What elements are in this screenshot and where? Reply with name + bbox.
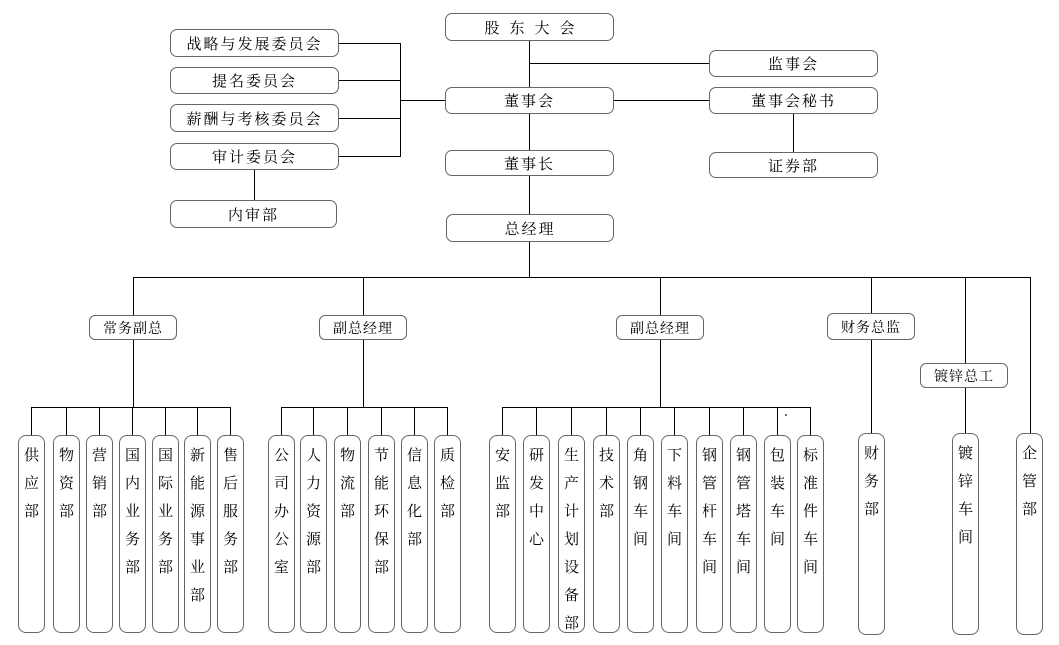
dept-human-resources: 人力资源部 bbox=[300, 435, 327, 633]
dept-finance: 财务部 bbox=[858, 433, 885, 635]
dept-international-business: 国际业务部 bbox=[152, 435, 179, 633]
node-strategy-development-committee: 战略与发展委员会 bbox=[170, 29, 339, 57]
connector bbox=[502, 407, 811, 408]
node-shareholders-meeting: 股东大会 bbox=[445, 13, 614, 41]
connector bbox=[197, 407, 198, 435]
node-finance-director: 财务总监 bbox=[827, 313, 915, 340]
connector bbox=[313, 407, 314, 435]
connector bbox=[536, 407, 537, 435]
dept-rd-center: 研发中心 bbox=[523, 435, 550, 633]
node-board-of-directors: 董事会 bbox=[445, 87, 614, 114]
node-internal-audit-dept: 内审部 bbox=[170, 200, 337, 228]
connector bbox=[339, 43, 400, 44]
node-remuneration-assessment-committee: 薪酬与考核委员会 bbox=[170, 104, 339, 132]
workshop-steel-pipe-pole: 钢管杆车间 bbox=[696, 435, 723, 633]
stray-dot bbox=[785, 414, 787, 416]
workshop-angle-steel: 角钢车间 bbox=[627, 435, 654, 633]
node-securities-dept: 证券部 bbox=[709, 152, 878, 178]
connector bbox=[414, 407, 415, 435]
node-supervisory-board: 监事会 bbox=[709, 50, 878, 77]
connector bbox=[254, 170, 255, 200]
dept-materials: 物资部 bbox=[53, 435, 80, 633]
dept-after-sales-service: 售后服务部 bbox=[217, 435, 244, 633]
connector bbox=[447, 407, 448, 435]
workshop-blanking: 下料车间 bbox=[661, 435, 688, 633]
connector bbox=[31, 407, 32, 435]
dept-enterprise-management: 企管部 bbox=[1016, 433, 1043, 635]
connector bbox=[133, 277, 134, 315]
connector bbox=[363, 340, 364, 407]
node-nomination-committee: 提名委员会 bbox=[170, 67, 339, 94]
dept-informatization: 信息化部 bbox=[401, 435, 428, 633]
connector bbox=[871, 277, 872, 313]
connector bbox=[660, 277, 661, 315]
connector bbox=[400, 100, 445, 101]
connector bbox=[871, 340, 872, 433]
connector bbox=[133, 277, 1031, 278]
connector bbox=[965, 388, 966, 433]
dept-quality-inspection: 质检部 bbox=[434, 435, 461, 633]
node-board-secretary: 董事会秘书 bbox=[709, 87, 878, 114]
workshop-galvanizing: 镀锌车间 bbox=[952, 433, 979, 635]
dept-energy-saving-environment: 节能环保部 bbox=[368, 435, 395, 633]
node-executive-deputy-gm: 常务副总 bbox=[89, 315, 177, 340]
dept-production-planning-equipment: 生产计划设备部 bbox=[558, 435, 585, 633]
connector bbox=[529, 41, 530, 87]
connector bbox=[339, 80, 400, 81]
node-galvanizing-chief-engineer: 镀锌总工 bbox=[920, 363, 1008, 388]
dept-technology: 技术部 bbox=[593, 435, 620, 633]
connector bbox=[230, 407, 231, 435]
connector bbox=[381, 407, 382, 435]
connector bbox=[674, 407, 675, 435]
connector bbox=[793, 114, 794, 152]
connector bbox=[709, 407, 710, 435]
node-deputy-gm-1: 副总经理 bbox=[319, 315, 407, 340]
node-general-manager: 总经理 bbox=[446, 214, 614, 242]
connector bbox=[347, 407, 348, 435]
connector bbox=[529, 242, 530, 277]
connector bbox=[743, 407, 744, 435]
connector bbox=[965, 277, 966, 363]
connector bbox=[571, 407, 572, 435]
node-audit-committee: 审计委员会 bbox=[170, 143, 339, 170]
connector bbox=[31, 407, 231, 408]
dept-safety-supervision: 安监部 bbox=[489, 435, 516, 633]
dept-supply: 供应部 bbox=[18, 435, 45, 633]
dept-new-energy-division: 新能源事业部 bbox=[184, 435, 211, 633]
connector bbox=[777, 407, 778, 435]
connector bbox=[339, 118, 400, 119]
connector bbox=[529, 176, 530, 214]
connector bbox=[99, 407, 100, 435]
connector bbox=[1030, 277, 1031, 433]
connector bbox=[281, 407, 282, 435]
connector bbox=[640, 407, 641, 435]
workshop-standard-parts: 标准件车间 bbox=[797, 435, 824, 633]
connector bbox=[810, 407, 811, 435]
connector bbox=[502, 407, 503, 435]
workshop-steel-pipe-tower: 钢管塔车间 bbox=[730, 435, 757, 633]
connector bbox=[339, 156, 400, 157]
connector bbox=[529, 114, 530, 150]
connector bbox=[529, 63, 709, 64]
node-deputy-gm-2: 副总经理 bbox=[616, 315, 704, 340]
connector bbox=[660, 340, 661, 407]
connector bbox=[133, 340, 134, 407]
dept-logistics: 物流部 bbox=[334, 435, 361, 633]
connector bbox=[281, 407, 448, 408]
connector bbox=[66, 407, 67, 435]
connector bbox=[363, 277, 364, 315]
dept-domestic-business: 国内业务部 bbox=[119, 435, 146, 633]
dept-company-office: 公司办公室 bbox=[268, 435, 295, 633]
node-chairman: 董事长 bbox=[445, 150, 614, 176]
connector bbox=[165, 407, 166, 435]
workshop-packing: 包装车间 bbox=[764, 435, 791, 633]
connector bbox=[132, 407, 133, 435]
dept-marketing: 营销部 bbox=[86, 435, 113, 633]
connector bbox=[606, 407, 607, 435]
connector bbox=[614, 100, 709, 101]
